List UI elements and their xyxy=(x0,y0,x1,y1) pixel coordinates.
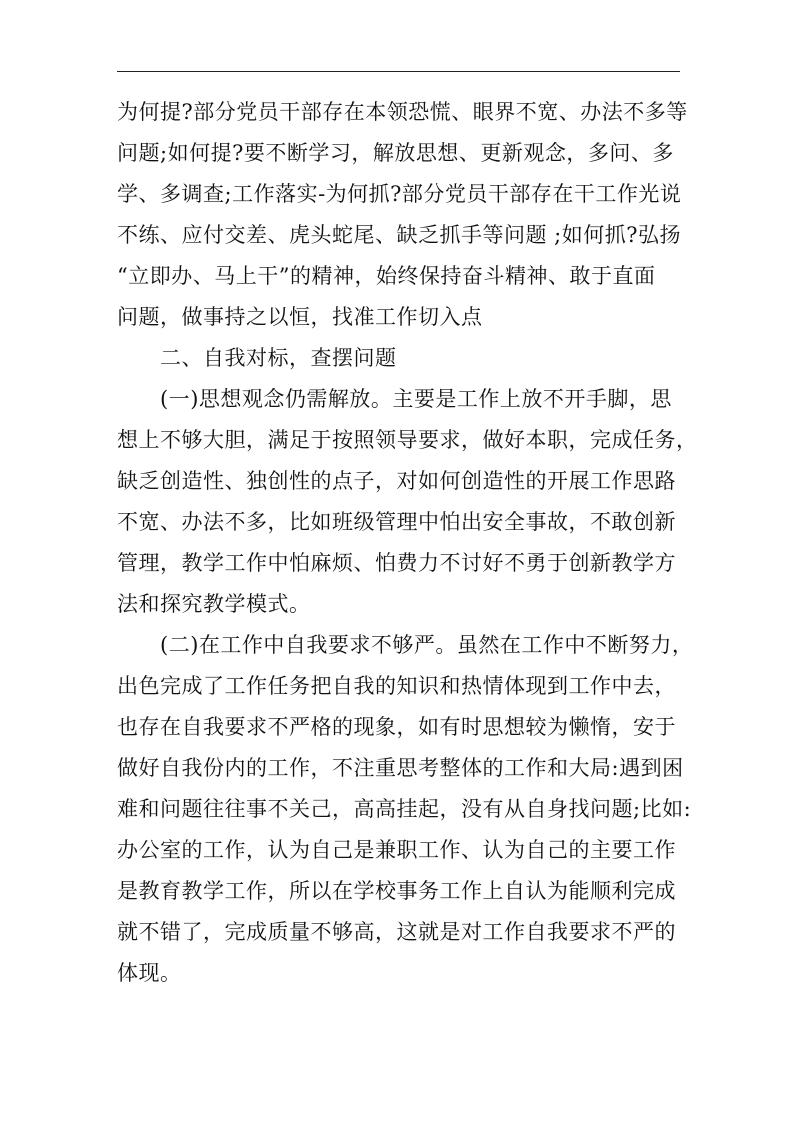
text-line-19: 办公室的工作，认为自己是兼职工作、认为自己的主要工作 xyxy=(117,838,676,862)
text-line-5: “立即办、马上干”的精神，始终保持奋斗精神、敢于直面 xyxy=(117,264,656,288)
section-heading: 二、自我对标，查摆问题 xyxy=(160,346,397,370)
text-line-3: 学、多调查;工作落实-为何抓?部分党员干部存在干工作光说 xyxy=(117,182,682,206)
text-line-9: 想上不够大胆，满足于按照领导要求，做好本职，完成任务， xyxy=(117,428,698,452)
text-line-6: 问题，做事持之以恒，找准工作切入点 xyxy=(117,305,483,329)
text-line-22: 体现。 xyxy=(117,961,182,985)
text-line-11: 不宽、办法不多，比如班级管理中怕出安全事故，不敢创新 xyxy=(117,510,676,534)
text-line-13: 法和探究教学模式。 xyxy=(117,592,311,616)
text-line-12: 管理，教学工作中怕麻烦、怕费力不讨好不勇于创新教学方 xyxy=(117,551,676,575)
text-line-4: 不练、应付交差、虎头蛇尾、缺乏抓手等问题 ;如何抓?弘扬 xyxy=(117,223,682,247)
text-line-20: 是教育教学工作，所以在学校事务工作上自认为能顺利完成 xyxy=(117,879,676,903)
text-line-2: 问题;如何提?要不断学习，解放思想、更新观念，多问、多 xyxy=(117,141,674,165)
text-line-16: 也存在自我要求不严格的现象，如有时思想较为懒惰，安于 xyxy=(117,715,676,739)
text-line-17: 做好自我份内的工作，不注重思考整体的工作和大局:遇到困 xyxy=(117,756,684,780)
text-line-1: 为何提?部分党员干部存在本领恐慌、眼界不宽、办法不多等 xyxy=(117,100,688,124)
text-line-8: (一)思想观念仍需解放。主要是工作上放不开手脚，思 xyxy=(160,387,672,411)
text-line-15: 出色完成了工作任务把自我的知识和热情体现到工作中去， xyxy=(117,674,676,698)
header-rule xyxy=(117,71,680,72)
text-line-10: 缺乏创造性、独创性的点子，对如何创造性的开展工作思路 xyxy=(117,469,676,493)
text-line-14: (二)在工作中自我要求不够严。虽然在工作中不断努力， xyxy=(160,633,694,657)
text-line-18: 难和问题往往事不关己，高高挂起，没有从自身找问题;比如: xyxy=(117,797,692,821)
text-line-21: 就不错了，完成质量不够高，这就是对工作自我要求不严的 xyxy=(117,920,676,944)
